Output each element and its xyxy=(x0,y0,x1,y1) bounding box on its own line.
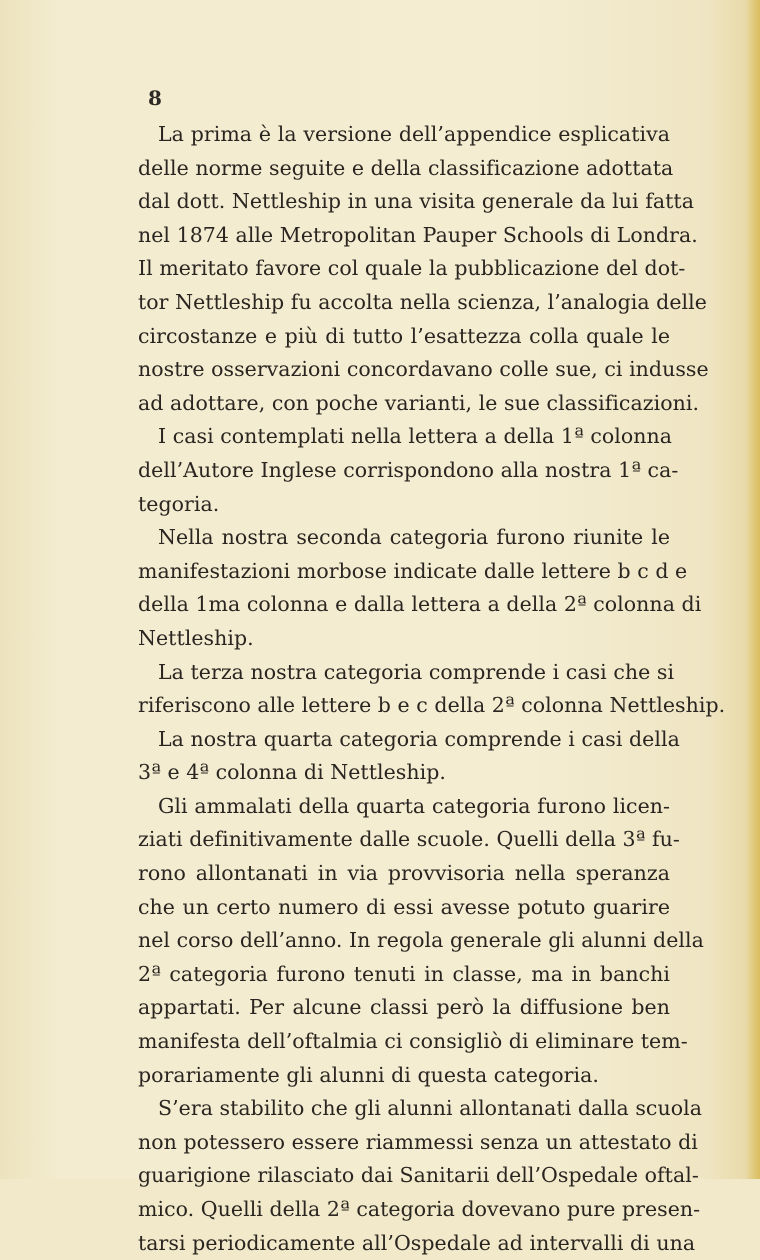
text-line: ad adottare, con poche varianti, le sue classificazioni. xyxy=(138,390,700,415)
text-line: guarigione rilasciato dai Sanitarii dell’Ospedale oftal- xyxy=(138,1163,699,1188)
page-edge xyxy=(746,0,760,1179)
text-line: manifesta dell’oftalmia ci consigliò di eliminare tem- xyxy=(138,1029,688,1054)
text-line: La prima è la versione dell’appendice esplicativa xyxy=(158,122,670,146)
text-line: Il meritato favore col quale la pubblicazione del dot- xyxy=(138,256,686,281)
text-line: tegoria. xyxy=(138,491,220,516)
text-line: circostanze e più di tutto l’esattezza colla quale le xyxy=(138,323,670,348)
page-number: 8 xyxy=(148,86,162,110)
text-line: S’era stabilito che gli alunni allontanati dalla scuola xyxy=(158,1096,702,1121)
text-line: Gli ammalati della quarta categoria furono licen- xyxy=(158,793,670,818)
text-line: Nella nostra seconda categoria furono riunite le xyxy=(158,525,670,550)
text-line: porariamente gli alunni di questa categoria. xyxy=(138,1062,599,1087)
body-text xyxy=(138,118,726,1260)
text-line: della 1ma colonna e dalla lettera a della 2ª colonna di xyxy=(138,592,702,617)
text-line: riferiscono alle lettere b e c della 2ª colonna Nettleship. xyxy=(138,693,726,718)
text-line: La nostra quarta categoria comprende i casi della xyxy=(158,726,680,751)
text-line: Nettleship. xyxy=(138,625,254,650)
text-line: 2ª categoria furono tenuti in classe, ma in banchi xyxy=(138,961,670,986)
text-line: nostre osservazioni concordavano colle sue, ci indusse xyxy=(138,357,709,382)
text-line: tor Nettleship fu accolta nella scienza, l’analogia delle xyxy=(138,289,707,314)
text-line: ziati definitivamente dalle scuole. Quelli della 3ª fu- xyxy=(138,827,680,852)
text-line: tarsi periodicamente all’Ospedale ad intervalli di una xyxy=(138,1230,696,1255)
text-line: rono allontanati in via provvisoria nella speranza xyxy=(138,861,670,886)
text-line: appartati. Per alcune classi però la diffusione ben xyxy=(138,995,670,1020)
text-line: dal dott. Nettleship in una visita generale da lui fatta xyxy=(138,189,694,214)
text-line: nel corso dell’anno. In regola generale gli alunni della xyxy=(138,928,704,953)
text-line: 3ª e 4ª colonna di Nettleship. xyxy=(138,760,446,785)
text-line: manifestazioni morbose indicate dalle lettere b c d e xyxy=(138,558,688,583)
text-line: dell’Autore Inglese corrispondono alla nostra 1ª ca- xyxy=(138,457,679,482)
text-line: non potessero essere riammessi senza un attestato di xyxy=(138,1129,698,1154)
text-line: I casi contemplati nella lettera a della 1ª colonna xyxy=(158,424,673,449)
text-line: mico. Quelli della 2ª categoria dovevano pure presen- xyxy=(138,1197,701,1221)
text-line: nel 1874 alle Metropolitan Pauper Schools di Londra. xyxy=(138,222,698,247)
text-line: delle norme seguite e della classificazione adottata xyxy=(138,155,674,180)
text-line: che un certo numero di essi avesse potuto guarire xyxy=(138,894,670,919)
text-line: La terza nostra categoria comprende i casi che si xyxy=(158,659,675,684)
